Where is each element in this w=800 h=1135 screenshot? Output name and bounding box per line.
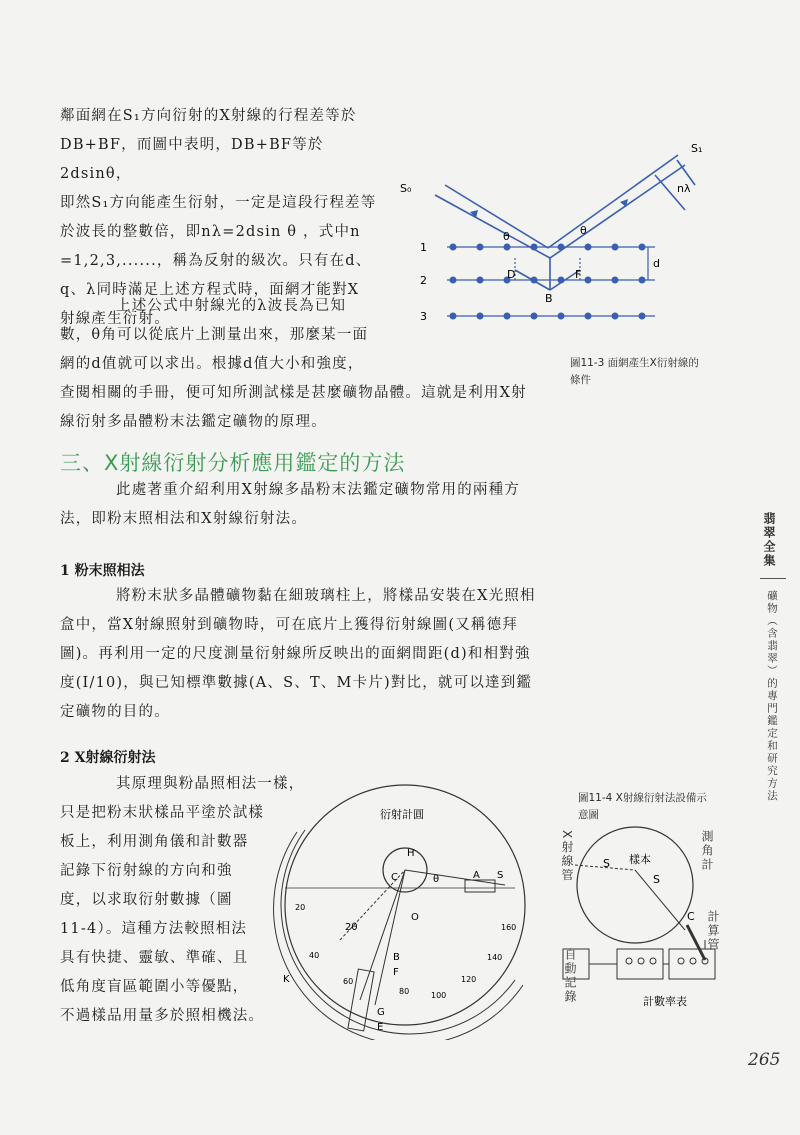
label-theta-out: θ [580, 224, 587, 237]
text-line: 鄰面網在S₁方向衍射的X射線的行程差等於 [60, 108, 357, 124]
text-line: 線衍射多晶體粉末法鑑定礦物的原理。 [60, 414, 327, 430]
section-heading: 三、X射線衍射分析應用鑑定的方法 [60, 451, 406, 475]
row-label-3: 3 [420, 310, 427, 323]
text-line: 板上，利用測角儀和計數器 [60, 834, 249, 850]
text-line: 射線產生衍射。 [60, 311, 170, 327]
label-A: A [473, 870, 480, 881]
label-sample: 樣本 [629, 853, 651, 866]
scale-label: 80 [399, 987, 410, 996]
side-chapter-title: 礦物（含翡翠）的專門鑑定和研究方法 [766, 590, 778, 803]
label-C: C [687, 910, 695, 923]
text-line: 上述公式中射線光的λ波長為已知 [116, 298, 347, 314]
subheading-powder-photography: 1 粉末照相法 [60, 563, 145, 579]
label-counter-tube: 計算管 [706, 910, 720, 952]
label-circle-title: 衍射計圓 [380, 808, 424, 821]
scale-label: 120 [461, 975, 477, 984]
label-s0: S₀ [400, 182, 412, 195]
caption-line: 圖11-3 面網產生X衍射線的 [570, 357, 699, 369]
label-d: d [653, 257, 660, 270]
label-S-right: S [653, 873, 660, 886]
text-line: 將粉末狀多晶體礦物黏在細玻璃柱上，將樣品安裝在X光照相 [116, 588, 536, 604]
row-label-1: 1 [420, 241, 427, 254]
label-S-left: S [603, 857, 610, 870]
text-line: 法，即粉末照相法和X射線衍射法。 [60, 511, 308, 527]
text-line: 定礦物的目的。 [60, 704, 170, 720]
subheading-xray-diffraction: 2 X射線衍射法 [60, 750, 156, 766]
side-divider [760, 578, 786, 579]
label-S: S [497, 870, 504, 881]
text-line: 此處著重介紹利用X射線多晶粉末法鑑定礦物常用的兩種方 [116, 482, 521, 498]
scale-label: 160 [501, 923, 517, 932]
scale-label: 60 [343, 977, 354, 986]
paragraph-intro [60, 476, 560, 534]
label-theta: θ [433, 874, 440, 885]
caption-line: 圖11-4 X射線衍射法設備示 [578, 792, 707, 804]
text-line: 網的d值就可以求出。根據d值大小和強度， [60, 356, 364, 372]
scale-label: 140 [487, 953, 503, 962]
label-ratemeter: 計數率表 [643, 995, 687, 1008]
label-recorder: 自動記錄 [563, 948, 577, 1004]
text-line: q、λ同時滿足上述方程式時，面網才能對X [60, 282, 360, 298]
label-s1: S₁ [691, 142, 703, 155]
label-F: F [393, 967, 399, 978]
text-line: 只是把粉末狀樣品平塗於試樣 [60, 805, 265, 821]
bragg-diagram [395, 130, 725, 340]
side-book-title: 翡翠全集 [762, 512, 776, 568]
label-F: F [575, 268, 582, 281]
label-H: H [407, 848, 415, 859]
figure-caption-11-3 [570, 355, 740, 389]
text-line: 11-4）。這種方法較照相法 [60, 921, 248, 937]
label-E: E [377, 1022, 384, 1033]
caption-line: 意圖 [578, 809, 599, 821]
label-xray-tube: X射線管 [560, 830, 574, 883]
text-line: 度，以求取衍射數據（圖 [60, 892, 233, 908]
text-line: 圖)。再利用一定的尺度測量衍射線所反映出的面網間距(d)和相對強 [60, 646, 531, 662]
text-line: 數，θ角可以從底片上測量出來，那麼某一面 [60, 327, 369, 343]
scale-label: 100 [431, 991, 447, 1000]
text-line: 即然S₁方向能產生衍射，一定是這段行程差等 [60, 195, 377, 211]
text-line: 低角度盲區範圍小等優點， [60, 979, 249, 995]
caption-line: 條件 [570, 374, 591, 386]
text-line: 記錄下衍射線的方向和強 [60, 863, 233, 879]
text-line: 查閱相關的手冊，便可知所測試樣是甚麼礦物晶體。這就是利用X射 [60, 385, 527, 401]
text-line: DB+BF，而圖中表明，DB+BF等於2dsinθ， [60, 137, 324, 182]
label-B: B [393, 952, 400, 963]
text-line: 於波長的整數倍，即nλ=2dsin θ ，式中n [60, 224, 361, 240]
label-O: O [411, 912, 419, 923]
label-D: D [507, 268, 516, 281]
text-line: 具有快捷、靈敏、準確、且 [60, 950, 249, 966]
figure-caption-11-4 [578, 790, 748, 824]
label-n-lambda: nλ [677, 182, 691, 195]
text-line: =1,2,3,......，稱為反射的級次。只有在d、 [60, 253, 372, 269]
text-line: 其原理與粉晶照相法一樣， [116, 776, 305, 792]
label-theta-in: θ [503, 230, 510, 243]
label-2theta: 2θ [345, 922, 358, 933]
text-line: 不過樣品用量多於照相機法。 [60, 1008, 265, 1024]
scale-label: 40 [309, 951, 320, 960]
text-line: 度(I/10)，與已知標準數據(A、S、T、M卡片)對比，就可以達到鑑 [60, 675, 533, 691]
diffractometer-diagram [265, 770, 535, 1040]
scale-label: 20 [295, 903, 306, 912]
label-C: C [391, 872, 398, 883]
label-K: K [283, 974, 290, 985]
row-label-2: 2 [420, 274, 427, 287]
paragraph-powder-photography [60, 582, 560, 727]
page-number: 265 [748, 1050, 781, 1070]
label-goniometer: 測角計 [700, 830, 714, 872]
label-G: G [377, 1007, 385, 1018]
text-line: 盒中，當X射線照射到礦物時，可在底片上獲得衍射線圖(又稱德拜 [60, 617, 518, 633]
label-B: B [545, 292, 553, 305]
